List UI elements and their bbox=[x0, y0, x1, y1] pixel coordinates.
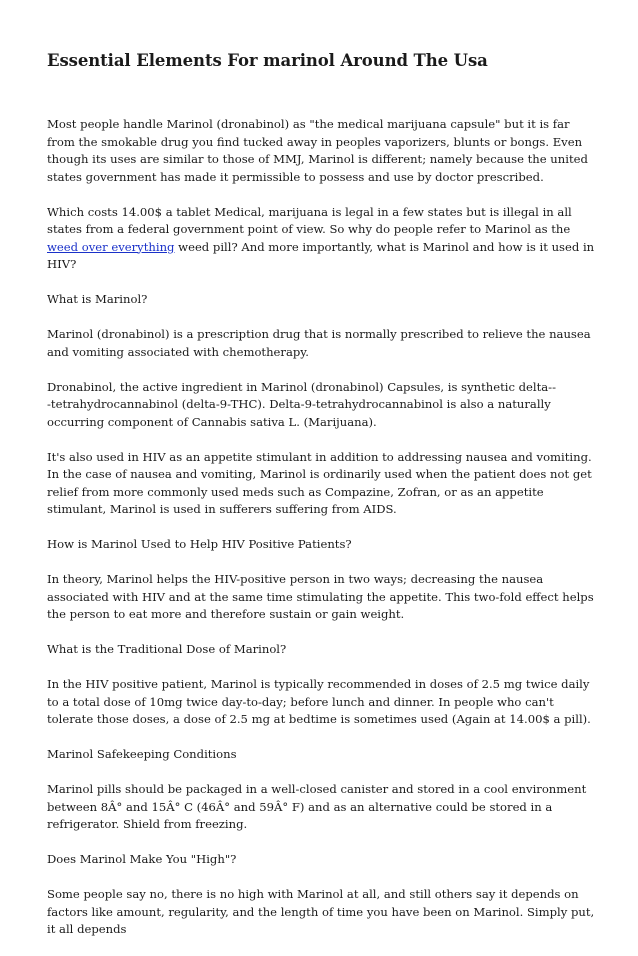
paragraph-dose: In the HIV positive patient, Marinol is typically recommended in doses of 2.5 mg twice daily to a total dose of 10mg twice day-to-day; before lunch and dinner. In people who can't tolerate those doses, a dose of 2.5 mg at bedtime is sometimes used (Again at 14.00$ a pill). bbox=[47, 677, 591, 726]
paragraph-theory: In theory, Marinol helps the HIV-positive person in two ways; decreasing the nausea associated with HIV and at the same time stimulating the appetite. This two-fold effect helps the person to eat more and therefore sustain or gain weight. bbox=[47, 572, 594, 621]
paragraph-cost-text-before: Which costs 14.00$ a tablet Medical, marijuana is legal in a few states but is illegal in all states from a federal government point of view. So why do people refer to Marinol as the bbox=[47, 204, 572, 236]
paragraph-cost-text-after: weed pill? And more importantly, what is Marinol and how is it used in HIV? bbox=[47, 239, 595, 271]
paragraph-dronabinol-rest: -tetrahydrocannabinol (delta-9-THC). Delta-9-tetrahydrocannabinol is also a naturally occurring component of Cannabis sativa L. (Marijuana). bbox=[47, 397, 551, 429]
page-title: Essential Elements For marinol Around The Usa bbox=[47, 51, 488, 70]
paragraph-intro: Most people handle Marinol (dronabinol) as "the medical marijuana capsule" but it is far from the smokable drug you find tucked away in peoples vaporizers, blunts or bongs. Even though its uses are similar to those of MMJ, Marinol is different; namely because the united states government has made it permissible to possess and use by doctor prescribed. bbox=[47, 117, 588, 184]
paragraph-dronabinol bbox=[47, 379, 597, 432]
heading-does-marinol-make-you-high: Does Marinol Make You "High"? bbox=[47, 852, 237, 866]
paragraph-prescription: Marinol (dronabinol) is a prescription drug that is normally prescribed to relieve the nausea and vomiting associated with chemotherapy. bbox=[47, 327, 591, 359]
heading-what-is-marinol: What is Marinol? bbox=[47, 292, 148, 306]
paragraph-dronabinol-line1: Dronabinol, the active ingredient in Marinol (dronabinol) Capsules, is synthetic delta-- bbox=[47, 379, 557, 394]
weed-over-everything-link[interactable]: weed over everything bbox=[47, 239, 175, 254]
paragraph-cost bbox=[47, 204, 597, 274]
document-body bbox=[47, 116, 597, 956]
heading-traditional-dose: What is the Traditional Dose of Marinol? bbox=[47, 642, 287, 656]
document-header bbox=[47, 50, 595, 72]
paragraph-hiv-use: It's also used in HIV as an appetite stimulant in addition to addressing nausea and vomiting. In the case of nausea and vomiting, Marinol is ordinarily used when the patient does not get relief from more commonly used meds such as Compazine, Zofran, or as an appetite stimulant, Marinol is used in sufferers suffering from AIDS. bbox=[47, 449, 592, 516]
heading-how-used: How is Marinol Used to Help HIV Positive Patients? bbox=[47, 537, 352, 551]
paragraph-high: Some people say no, there is no high with Marinol at all, and still others say it depends on factors like amount, regularity, and the length of time you have been on Marinol. Simply put, it all depends bbox=[47, 887, 595, 936]
heading-safekeeping: Marinol Safekeeping Conditions bbox=[47, 747, 237, 761]
paragraph-storage: Marinol pills should be packaged in a well-closed canister and stored in a cool environment between 8Â° and 15Â° C (46Â° and 59Â° F) and as an alternative could be stored in a refrigerator. Shield from freezing. bbox=[47, 782, 587, 831]
